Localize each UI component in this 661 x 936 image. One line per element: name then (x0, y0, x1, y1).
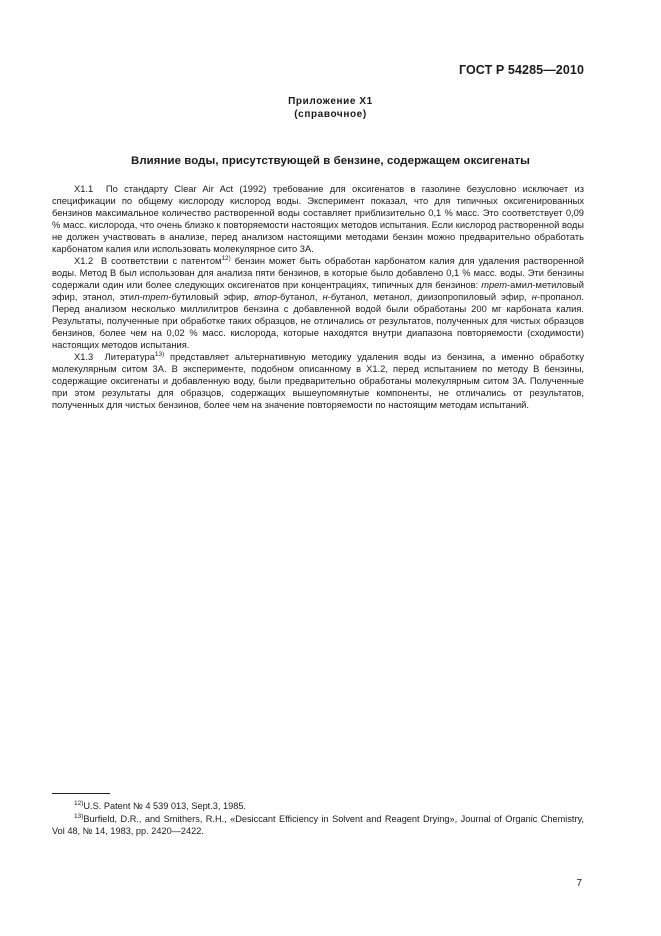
body-text (52, 183, 584, 411)
paragraph-text: -бутанол, (276, 292, 323, 302)
paragraph-text: -амил-метиловый эфир, этанол, этил- (52, 280, 584, 302)
italic-term: трет (142, 292, 169, 302)
paragraph-text: бензин может быть обработан карбонатом калия для удаления растворенной воды. Метод В был использован для анализа пяти бензинов, в которые было добавлено 0,1 % масс. воды. Эти бензины содержали один или более следующих оксигенатов при концентрациях, типичных для бензинов: (52, 256, 584, 290)
paragraph-number: X1.2 (74, 256, 94, 266)
paragraph-x1-3 (52, 351, 584, 411)
footnote-13 (52, 813, 584, 838)
paragraph-text: -пропанол. Перед анализом несколько миллилитров бензина с добавленной водой были обработаны 200 мг карбоната калия. Результаты, полученные при обработке таких образцов, не отличались от результатов, полученных для чистых образцов бензинов, более чем на 0,02 % масс. кислорода, которые находятся внутри диапазона повторяемости (сходимости) настоящих методов испытания. (52, 292, 584, 350)
paragraph-text: В соответствии с патентом (101, 256, 222, 266)
footnotes (52, 800, 584, 838)
italic-term: н (322, 292, 328, 302)
annex-heading (0, 95, 661, 121)
annex-status: (справочное) (294, 109, 367, 120)
footnote-text: Burfield, D.R., and Smithers, R.H., «Desiccant Efficiency in Solvent and Reagent Drying», Journal of Organic Chemistry, Vol 48, № 14, 1983, pp. 2420—2422. (52, 813, 584, 836)
italic-term: втор (254, 292, 277, 302)
paragraph-x1-1 (52, 183, 584, 255)
paragraph-text: По стандарту Clear Air Act (1992) требование для оксигенатов в газолине безусловно исключает из спецификации по общему кислороду кислород воды. Эксперимент показал, что для типичных оксигенированных бензинов максимальное количество растворенной воды составляет приблизительно 0,1 % масс. Это соответствует 0,09 % масс. кислорода, что очень близко к повторяемости настоящих методов испытания. Если кислород растворенной воды не должен участвовать в анализе, перед анализом настоящими методами бензин можно предварительно обработать карбонатом калия или использовать молекулярное сито 3А. (52, 184, 585, 254)
paragraph-text: -бутиловый эфир, (168, 292, 255, 302)
italic-term: н (531, 292, 537, 302)
footnote-text: U.S. Patent № 4 539 013, Sept.3, 1985. (83, 801, 246, 811)
footnote-12 (52, 800, 584, 813)
page-number: 7 (576, 878, 582, 889)
footnote-divider (52, 793, 110, 794)
paragraph-text: Литература (104, 352, 155, 362)
footnote-marker: 13) (74, 812, 84, 820)
italic-term: трет (481, 280, 508, 290)
footnote-ref-13[interactable]: 13) (154, 351, 165, 358)
paragraph-text: представляет альтернативную методику удаления воды из бензина, а именно обработку молекулярным ситом 3А. В эксперименте, подобном описанному в X1.2, перед испытанием по методу В бензины, содержащие оксигенаты и добавленную воду, были предварительно обработаны молекулярным ситом 3А. Полученные при этом результаты для образцов, содержащих вышеупомянутые компоненты, не отличались от результатов, полученных для чистых бензинов, более чем на значение повторяемости по настоящим методам испытаний. (52, 352, 584, 410)
footnote-marker: 12) (74, 800, 84, 807)
paragraph-number: X1.1 (74, 184, 94, 194)
section-title: Влияние воды, присутствующей в бензине, содержащем оксигенаты (131, 155, 530, 167)
paragraph-number: X1.3 (74, 352, 94, 362)
standard-code-header: ГОСТ Р 54285—2010 (458, 63, 584, 77)
footnote-ref-12[interactable]: 12) (221, 255, 231, 262)
paragraph-x1-2 (52, 255, 584, 351)
annex-label: Приложение X1 (288, 96, 373, 107)
paragraph-text: -бутанол, метанол, диизопропиловый эфир, (327, 292, 532, 302)
